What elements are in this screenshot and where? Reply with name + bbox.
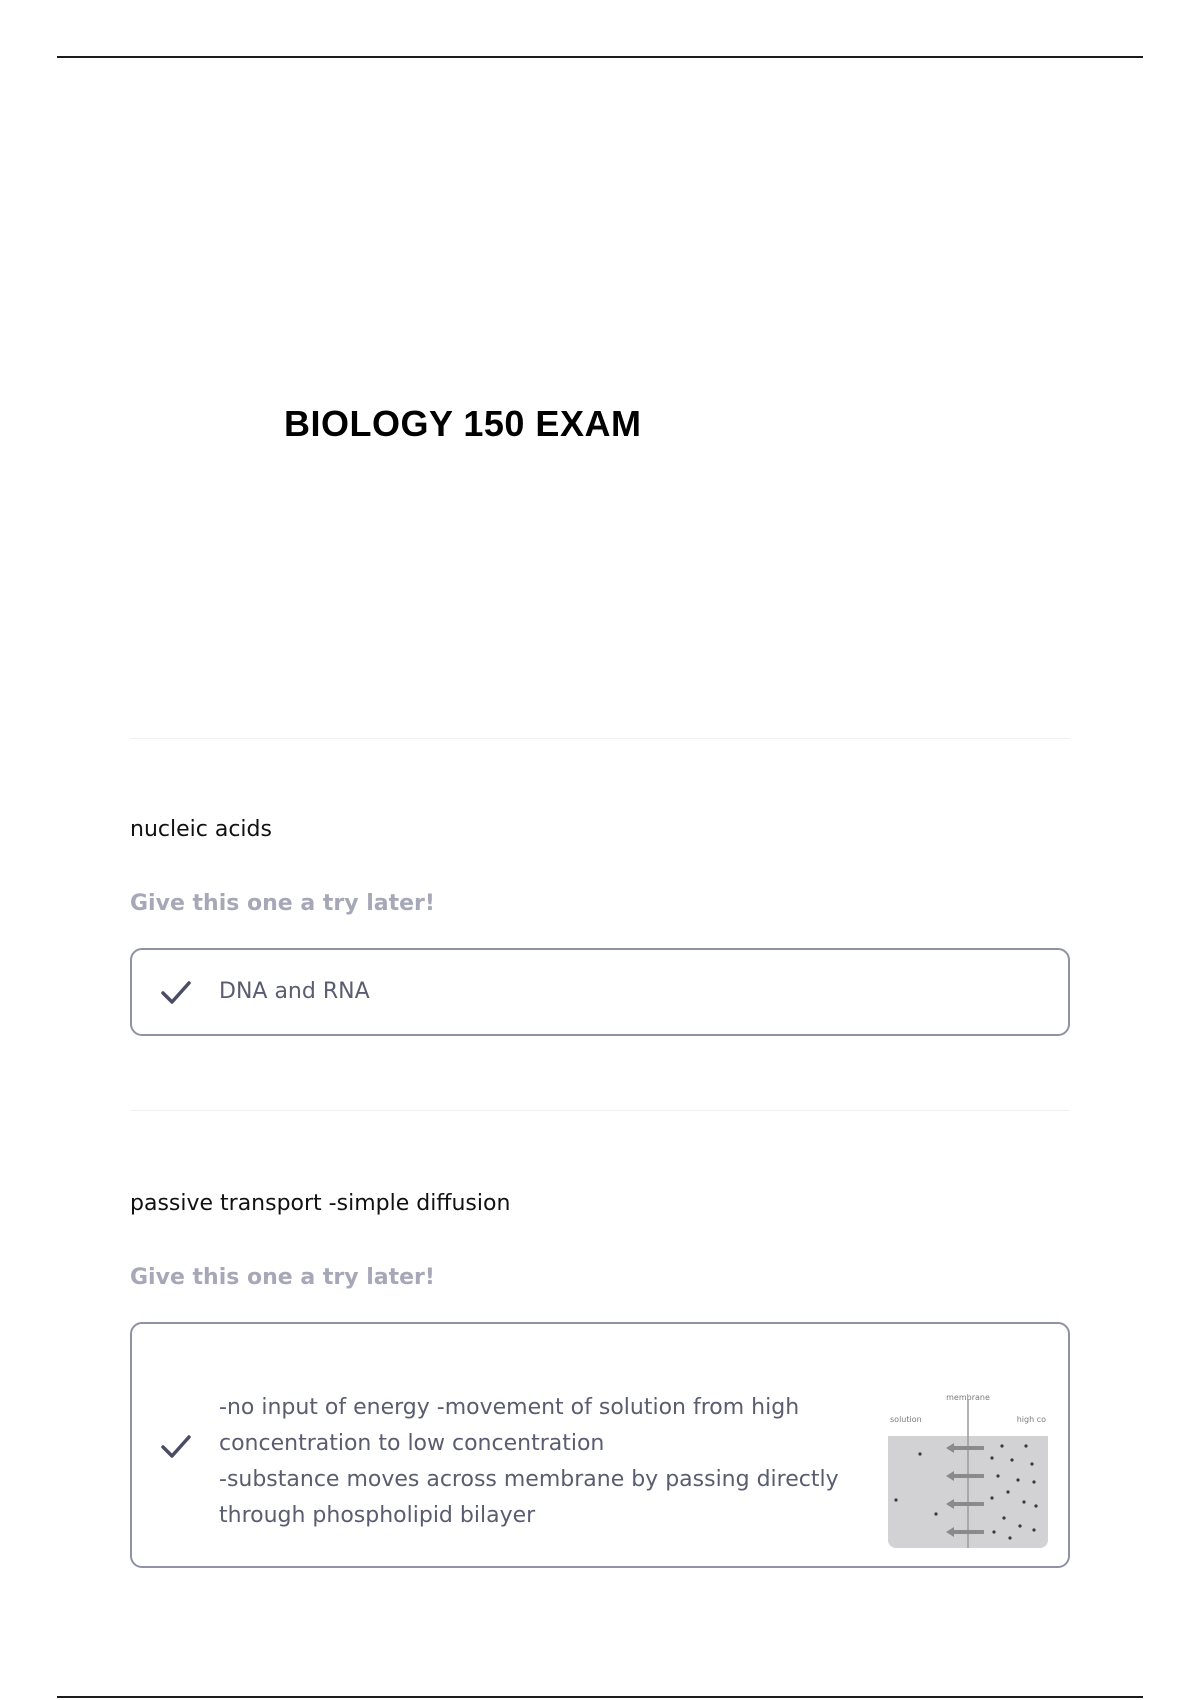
- header-rule: [57, 56, 1143, 58]
- footer-rule: [57, 1696, 1143, 1698]
- section-divider: [130, 1110, 1070, 1111]
- answer-line: concentration to low concentration: [219, 1431, 605, 1456]
- flashcard-term: nucleic acids: [130, 817, 272, 842]
- answer-card[interactable]: [130, 1322, 1070, 1568]
- section-divider: [130, 738, 1070, 739]
- answer-line: DNA and RNA: [219, 979, 370, 1004]
- try-later-hint: Give this one a try later!: [130, 1265, 435, 1290]
- try-later-hint: Give this one a try later!: [130, 891, 435, 916]
- check-icon: [158, 974, 194, 1010]
- diffusion-diagram-image: [888, 1388, 1048, 1548]
- answer-text: [219, 974, 370, 1010]
- flashcard-term: passive transport -simple diffusion: [130, 1191, 511, 1216]
- exam-title: BIOLOGY 150 EXAM: [284, 403, 642, 444]
- check-icon: [158, 1428, 194, 1464]
- diagram-label: solution: [890, 1415, 922, 1424]
- diagram-label: membrane: [946, 1393, 990, 1402]
- answer-line: -substance moves across membrane by passing directly: [219, 1467, 839, 1492]
- answer-line: through phospholipid bilayer: [219, 1503, 536, 1528]
- answer-text: [219, 1390, 839, 1534]
- answer-line: -no input of energy -movement of solution from high: [219, 1395, 800, 1420]
- answer-card[interactable]: [130, 948, 1070, 1036]
- diagram-label: high co: [1016, 1415, 1046, 1424]
